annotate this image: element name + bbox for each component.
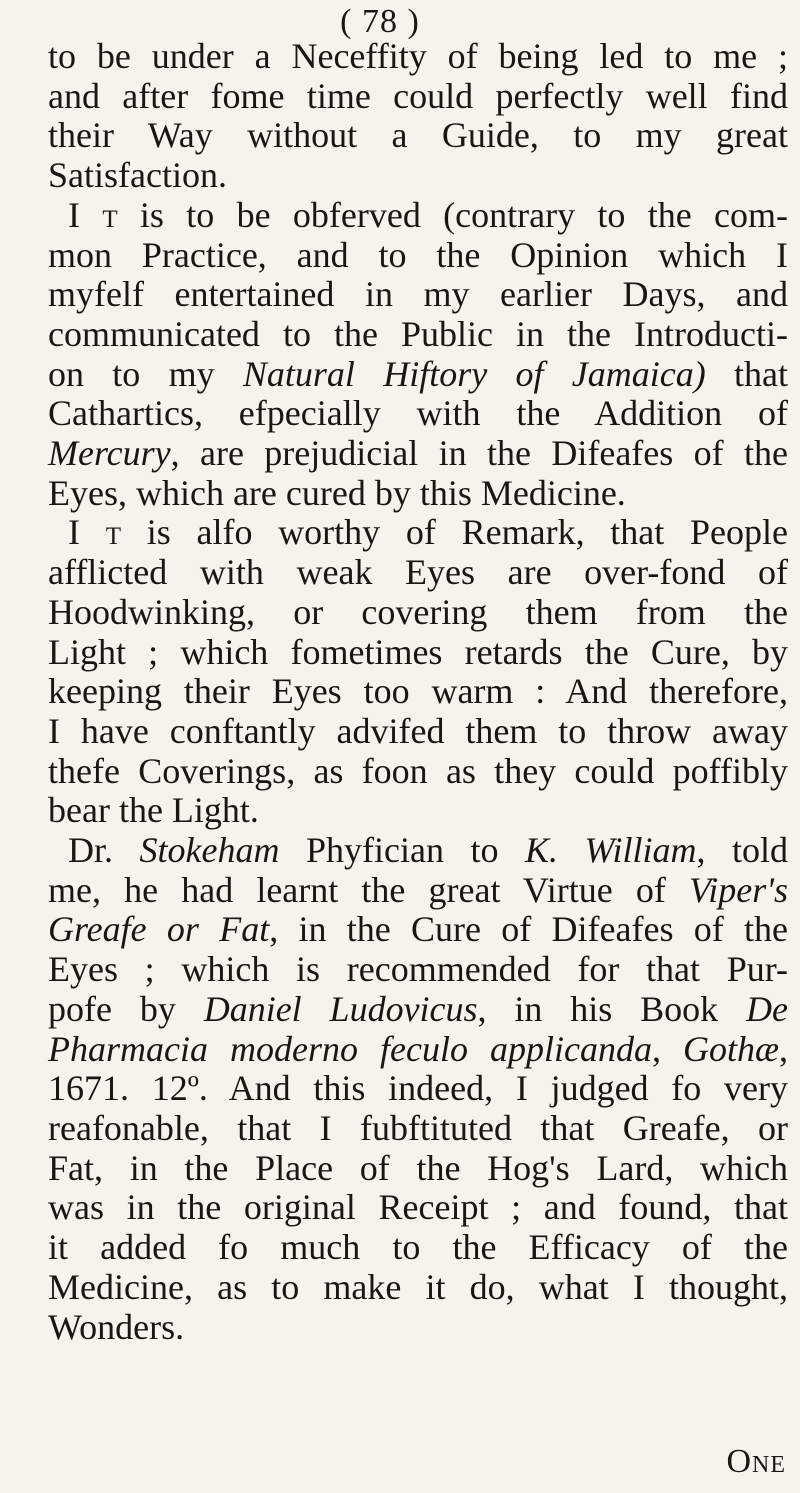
text-line: on to my Natural Hiftory of Jamaica) that <box>48 353 788 394</box>
text-line: was in the original Receipt ; and found, that <box>48 1187 788 1228</box>
text-line: I have conftantly advifed them to throw away <box>48 710 788 751</box>
text-line: mon Practice, and to the Opinion which I <box>48 234 788 275</box>
italic-term: Greafe or Fat <box>48 909 270 950</box>
text-line: reafonable, that I fubftituted that Greafe, or <box>48 1107 788 1148</box>
book-title: Natural Hiftory of Jamaica) <box>242 353 706 394</box>
place-name: Gothæ <box>682 1028 779 1069</box>
paragraph-lead-word: I t <box>68 512 121 553</box>
book-title: De <box>746 988 789 1029</box>
text-line: Hoodwinking, or covering them from the <box>48 591 788 632</box>
text-line: their Way without a Guide, to my great <box>48 115 788 156</box>
page-number: ( 78 ) <box>340 3 420 40</box>
text-line: I t is alfo worthy of Remark, that People <box>68 512 788 553</box>
text-line: Mercury, are prejudicial in the Difeafes of the <box>48 433 788 474</box>
text-line: afflicted with weak Eyes are over-fond of <box>48 552 788 593</box>
text-line: Wonders. <box>48 1306 185 1347</box>
text-line: Pharmacia moderno feculo applicanda, Gothæ, <box>48 1028 788 1069</box>
person-name: K. William <box>524 830 697 871</box>
text-line: Greafe or Fat, in the Cure of Difeafes of the <box>48 909 788 950</box>
italic-term: Viper's <box>688 869 788 910</box>
person-name: Stokeham <box>139 830 280 871</box>
text-line: Cathartics, efpecially with the Addition of <box>48 393 788 434</box>
text-line: communicated to the Public in the Introducti- <box>48 313 788 354</box>
text-line: it added fo much to the Efficacy of the <box>48 1227 788 1268</box>
text-line: I t is to be obferved (contrary to the com- <box>68 194 788 235</box>
text-line: and after fome time could perfectly well find <box>48 75 788 116</box>
text-line: Fat, in the Place of the Hog's Lard, which <box>48 1147 788 1188</box>
person-name: Daniel Ludovicus <box>203 988 478 1029</box>
text-line: me, he had learnt the great Virtue of Viper's <box>48 869 788 910</box>
text-line: thefe Coverings, as foon as they could poffibly <box>48 750 788 791</box>
paragraph-lead-word: I t <box>68 194 118 235</box>
text-line: Light ; which fometimes retards the Cure, by <box>48 631 788 672</box>
body-text <box>48 37 788 1347</box>
text-line: Satisfaction. <box>48 155 227 196</box>
text-line: pofe by Daniel Ludovicus, in his Book De <box>48 988 789 1029</box>
text-line: bear the Light. <box>48 790 259 831</box>
italic-term: Mercury <box>48 433 171 474</box>
text-line: Eyes, which are cured by this Medicine. <box>48 472 626 513</box>
text-line: myfelf entertained in my earlier Days, and <box>48 274 788 315</box>
book-title: Pharmacia moderno feculo applicanda <box>48 1028 652 1069</box>
text-line: keeping their Eyes too warm : And therefore, <box>48 671 788 712</box>
text-line: 1671. 12º. And this indeed, I judged fo very <box>48 1068 788 1109</box>
text-line: Dr. Stokeham Phyfician to K. William, told <box>68 830 788 871</box>
catchword: One <box>726 1443 786 1480</box>
text-line: Medicine, as to make it do, what I thought, <box>48 1266 788 1307</box>
text-line: Eyes ; which is recommended for that Pur- <box>48 949 788 990</box>
text-line: to be under a Neceffity of being led to me ; <box>48 36 788 76</box>
